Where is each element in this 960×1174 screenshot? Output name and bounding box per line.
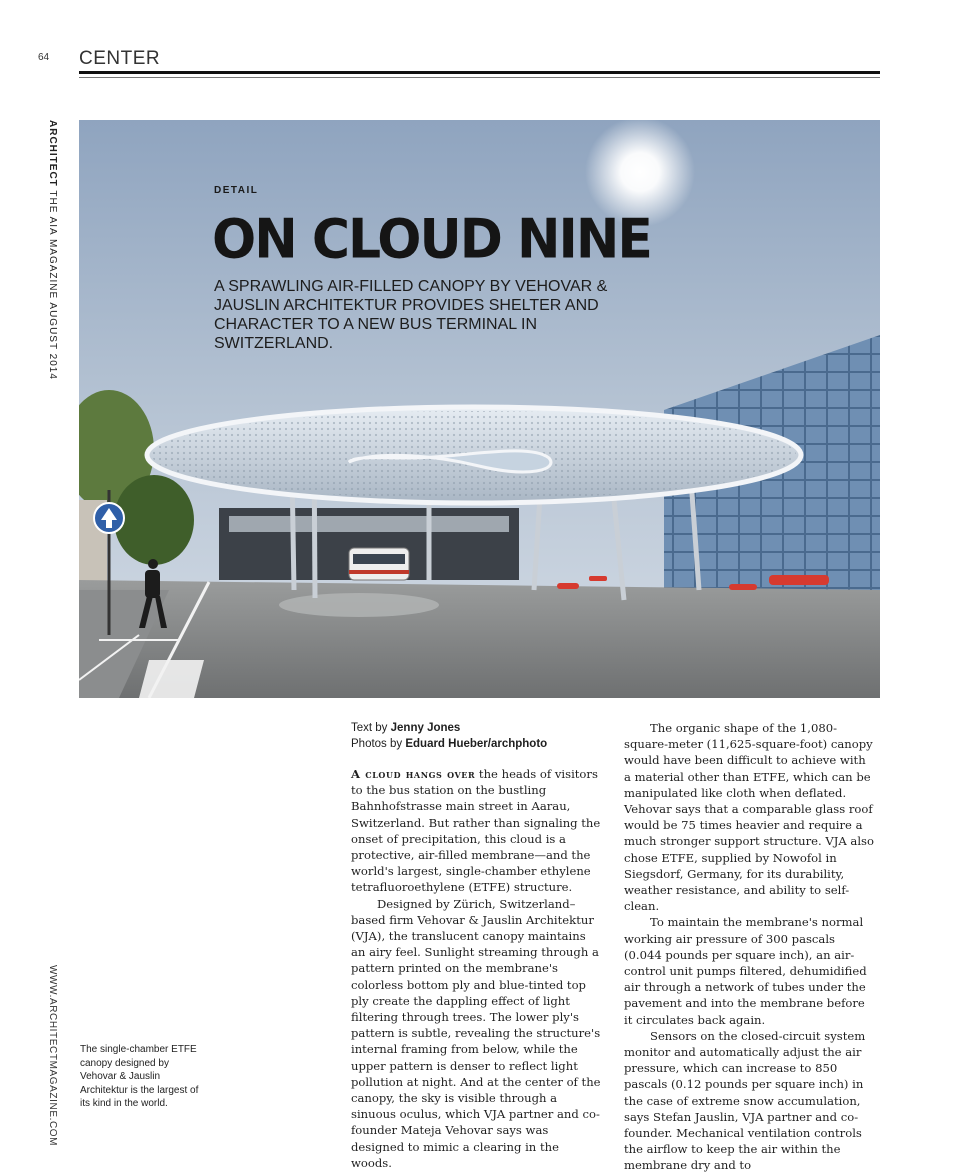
bus-terminal-photo [79, 120, 880, 698]
credits [351, 720, 603, 752]
pavement [79, 580, 880, 698]
article-deck: A SPRAWLING AIR-FILLED CANOPY BY VEHOVAR & JAUSLIN ARCHITEKTUR PROVIDES SHELTER AND CHARACTER TO A NEW BUS TERMINAL IN SWITZERLAND. [214, 278, 608, 352]
article-column-1 [351, 720, 603, 1171]
photo-author: Eduard Hueber/archphoto [405, 738, 548, 750]
article-headline: ON CLOUD NINE [212, 208, 651, 271]
lead-in: A cloud hangs over [351, 767, 476, 781]
paragraph-1-text: the heads of visitors to the bus station on the bustling Bahnhofstrasse main street in Aarau, Switzerland. But rather than signaling the onset of precipitation, this cloud is a protective, air-filled membrane—and the world's largest, single-chamber ethylene tetrafluoroethylene (ETFE) structure. [351, 767, 601, 895]
page-number: 64 [38, 52, 50, 63]
paragraph-5: Sensors on the closed-circuit system monitor and automatically adjust the air pressure, which can increase to 850 pascals (0.12 pounds per square inch) in the case of extreme snow accumulation, says Stefan Jauslin, VJA partner and co-founder. Mechanical ventilation controls the airflow to keep the air within the membrane dry and to [624, 1028, 866, 1173]
masthead-subtitle: THE AIA MAGAZINE [47, 186, 58, 300]
paragraph-3: The organic shape of the 1,080-square-meter (11,625-square-foot) canopy would have been difficult to achieve with a material other than ETFE, which can be manipulated like cloth when deflated. Vehovar says that a comparable glass roof would be 75 times heavier and require a much stronger support structure. VJA also chose ETFE, supplied by Nowofol in Siegsdorf, Germany, for its durability, weather resistance, and ability to self-clean. [624, 721, 874, 914]
paragraph-1 [351, 766, 603, 896]
side-masthead [47, 120, 58, 380]
masthead-title: ARCHITECT [47, 120, 58, 187]
article-kicker: DETAIL [214, 185, 259, 196]
text-credit [351, 720, 603, 736]
header-rule-thick [79, 71, 880, 74]
text-author: Jenny Jones [390, 722, 461, 734]
text-credit-prefix: Text by [351, 722, 391, 734]
paragraph-4: To maintain the membrane's normal working air pressure of 300 pascals (0.044 pounds per square inch), an air-control unit pumps filtered, dehumidified air through a network of tubes under the pavement and into the membrane before it circulates back again. [624, 915, 867, 1027]
photo-credit-prefix: Photos by [351, 738, 406, 750]
article-column-2 [624, 720, 876, 1174]
masthead-issue: AUGUST 2014 [47, 299, 58, 380]
photo-credit [351, 736, 603, 752]
paragraph-2: Designed by Zürich, Switzerland–based firm Vehovar & Jauslin Architektur (VJA), the translucent canopy maintains an airy feel. Sunlight streaming through a pattern printed on the membrane's colorless bottom ply and blue-tinted top ply create the dappling effect of light filtering through trees. The lower ply's pattern is subtle, revealing the structure's internal framing from below, while the upper pattern is denser to reflect light pollution at night. And at the center of the canopy, the sky is visible through a sinuous oculus, which VJA partner and co-founder Mateja Vehovar says was designed to mimic a clearing in the woods. [351, 896, 601, 1170]
photo-caption: The single-chamber ETFE canopy designed by Vehovar & Jauslin Architektur is the largest of its kind in the world. [80, 1044, 199, 1109]
header-rule-thin [79, 77, 880, 78]
section-label: CENTER [79, 48, 161, 69]
hero-photo [79, 120, 880, 698]
side-url: WWW.ARCHITECTMAGAZINE.COM [47, 965, 58, 1147]
